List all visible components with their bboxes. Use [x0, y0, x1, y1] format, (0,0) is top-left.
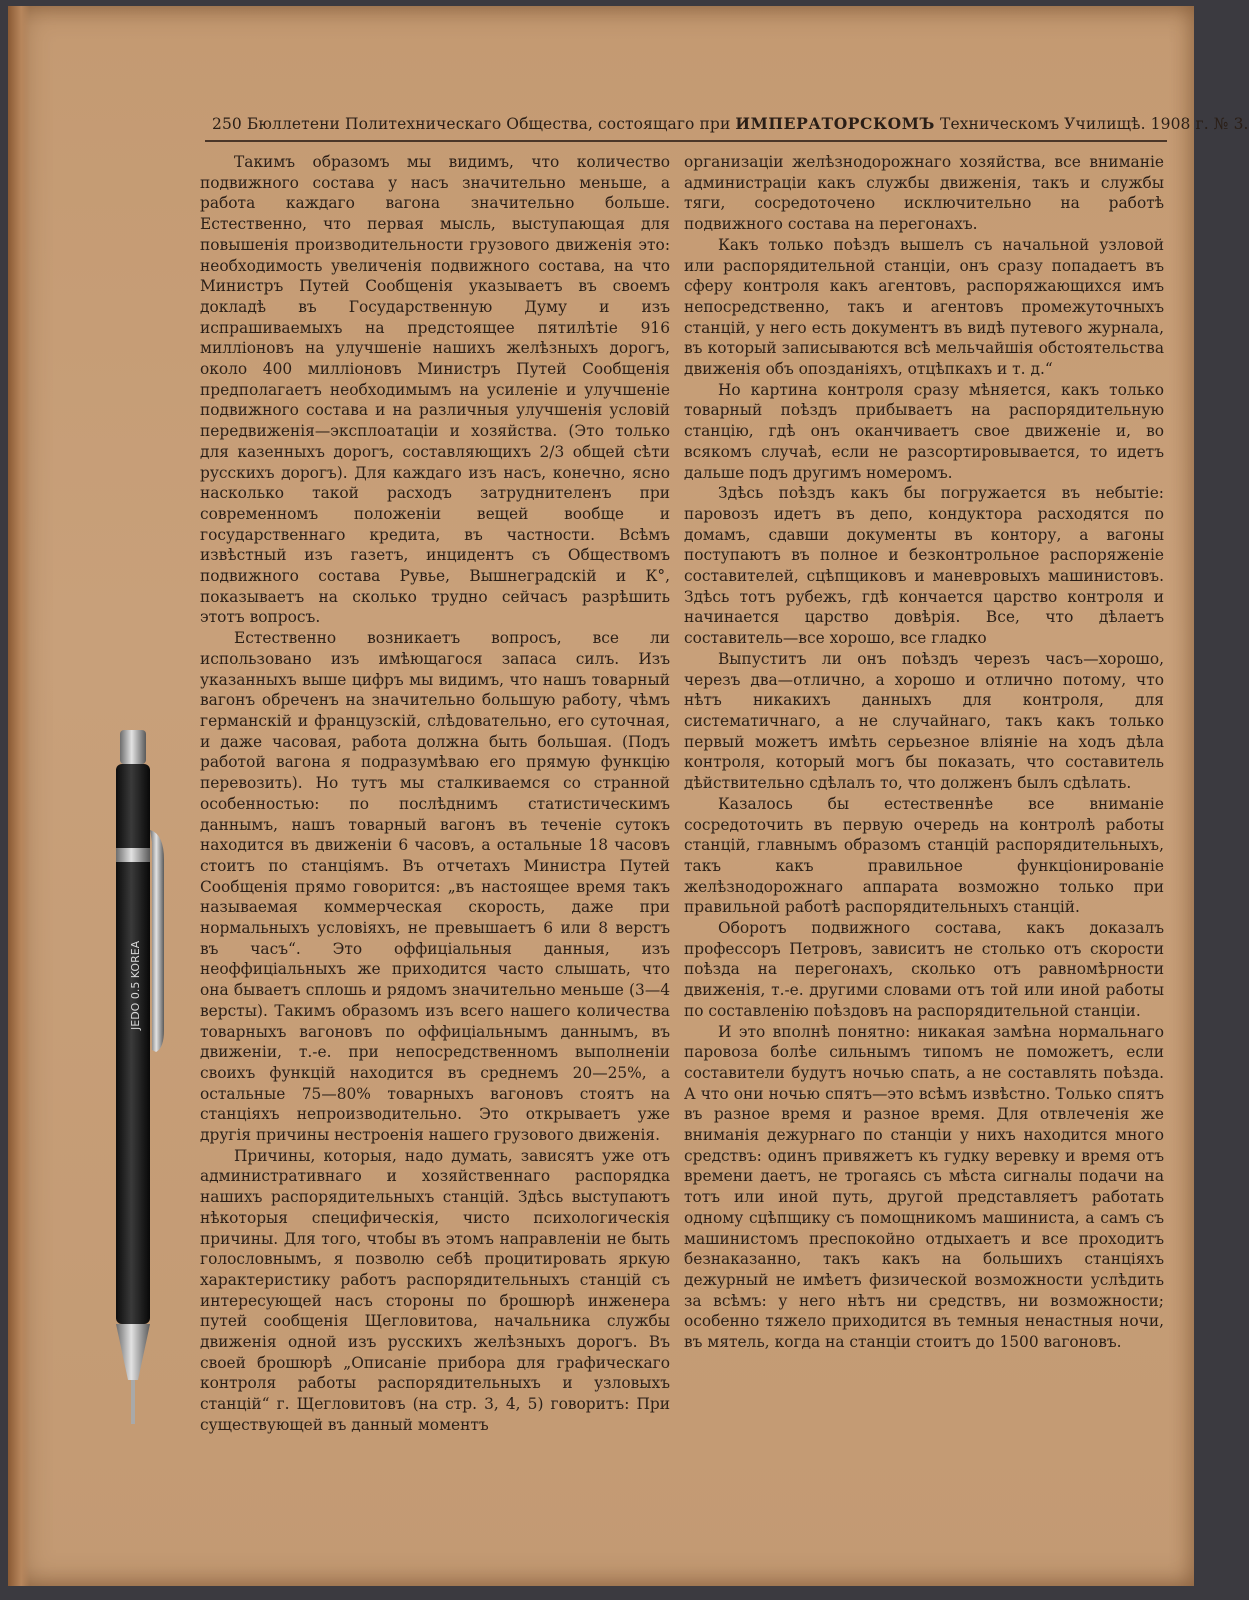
- right-paragraph-4: Здѣсь поѣздъ какъ бы погружается въ небытіе: паровозъ идетъ въ депо, кондуктора расходятся по домамъ, сдавши документы въ контору, а вагоны поступаютъ въ полное и безконтрольное распоряженіе составителей, сцѣпщиковъ и маневровыхъ машинистовъ. Здѣсь тотъ рубежъ, гдѣ кончается царство контроля и начинается царство довѣрія. Все, что дѣлаетъ составитель—все хорошо, все гладко: [684, 484, 1164, 648]
- mechanical-pencil: [106, 730, 166, 1430]
- left-paragraph-2: Естественно возникаетъ вопросъ, все ли использовано изъ имѣющагося запаса силъ. Изъ указанныхъ выше цифръ мы видимъ, что нашъ товарный вагонъ обреченъ на значительно большую работу, чѣмъ германскій и французскій, слѣдовательно, его суточная, и даже часовая, работа должна быть большая. (Подъ работой вагона я подразумѣваю его прямую функцію перевозить). Но тутъ мы сталкиваемся со странной особенностью: по послѣднимъ статистическимъ даннымъ, нашъ товарный вагонъ въ теченіе сутокъ находится въ движеніи 6 часовъ, а остальные 18 часовъ стоитъ по станціямъ. Въ отчетахъ Министра Путей Сообщенія прямо говорится: „въ настоящее время такъ называемая коммерческая скорость, даже при нормальныхъ условіяхъ, не превышаетъ 6 или 8 верстъ въ часъ“. Это оффиціальныя данныя, изъ неоффиціальныхъ же приходится часто слышать, что она бываетъ сплошь и рядомъ значительно меньше (3—4 версты). Такимъ образомъ изъ всего нашего количества товарныхъ вагоновъ по оффиціальнымъ даннымъ, въ движеніи, т.-е. при непосредственномъ выполненіи своихъ функцій находится въ среднемъ 20—25%, а остальные 75—80% товарныхъ вагоновъ стоятъ на станціяхъ непроизводительно. Это открываетъ уже другія причины нестроенія нашего грузового движенія.: [200, 629, 670, 1145]
- right-paragraph-1: организаціи желѣзнодорожнаго хозяйства, все вниманіе администраціи какъ службы движенія, такъ и службы тяги, сосредоточено исключительно на работѣ подвижного состава на перегонахъ.: [684, 153, 1164, 234]
- right-paragraph-2: Какъ только поѣздъ вышелъ съ начальной узловой или распорядительной станціи, онъ сразу попадаетъ въ сферу контроля какъ агентовъ, распоряжающихся имъ непосредственно, такъ и агентовъ промежуточныхъ станцій, у него есть документъ въ видѣ путевого журнала, въ который записываются всѣ мельчайшія обстоятельства движенія объ опозданіяхъ, отцѣпкахъ и т. д.“: [684, 235, 1164, 379]
- pencil-brand-label: JEDO 0.5 KOREA: [129, 940, 142, 1030]
- right-paragraph-3: Но картина контроля сразу мѣняется, какъ только товарный поѣздъ прибываетъ на распорядительную станцію, гдѣ онъ оканчиваетъ свое движеніе и, во всякомъ случаѣ, если не разсортировывается, то идетъ дальше подъ другимъ номеромъ.: [684, 380, 1164, 482]
- header-text-start: Бюллетени Политехническаго Общества, состоящаго при: [246, 115, 731, 133]
- right-paragraph-8: И это вполнѣ понятно: никакая замѣна нормальнаго паровоза болѣе сильнымъ типомъ не поможетъ, если составители будутъ ночью спать, а не составлять поѣзда. А что они ночью спятъ—это всѣмъ извѣстно. Только спятъ въ разное время и разное время. Для отвлеченія же вниманія дежурнаго по станціи у нихъ находится много средствъ: одинъ привяжетъ къ гудку веревку и время отъ времени даетъ, не трогаясь съ мѣста сигналы подачи на тотъ или иной путь, другой представляетъ работать одному сцѣпщику съ помощникомъ машиниста, а самъ съ машинистомъ преспокойно отдыхаетъ и все проходитъ безнаказанно, такъ какъ на большихъ станціяхъ дежурный не имѣетъ физической возможности услѣдить за всѣмъ: у него нѣтъ ни средствъ, ни возможности; особенно тяжело приходится въ темныя ненастныя ночи, въ мятель, когда на станціи стоитъ до 1500 вагоновъ.: [684, 1022, 1164, 1352]
- right-paragraph-7: Оборотъ подвижного состава, какъ доказалъ профессоръ Петровъ, зависитъ не столько отъ скорости поѣзда на перегонахъ, сколько отъ равномѣрности движенія, т.-е. другими словами отъ той или иной работы по составленію поѣздовъ на распорядительной станціи.: [684, 919, 1164, 1020]
- right-column: [684, 152, 1164, 1353]
- pencil-clip: [150, 830, 164, 1052]
- header-text-caps: ИМПЕРАТОРСКОМЪ: [735, 114, 935, 133]
- left-column: [200, 152, 670, 1436]
- right-paragraph-6: Казалось бы естественнѣе все вниманіе сосредоточить въ первую очередь на контролѣ работы станцій, главнымъ образомъ станцій распорядительныхъ, такъ какъ правильное функціонированіе желѣзнодорожнаго аппарата возможно только при правильной работѣ распорядительныхъ станцій.: [684, 794, 1164, 917]
- header-text-end: Техническомъ Училищѣ. 1908 г. № 3.: [940, 115, 1249, 133]
- header-rule: [205, 140, 1167, 142]
- left-paragraph-1: Такимъ образомъ мы видимъ, что количество подвижного состава у насъ значительно меньше, а работа каждаго вагона значительно больше. Естественно, что первая мысль, выступающая для повышенія производительности грузового движенія это: необходимость увеличенія подвижного состава, на что Министръ Путей Сообщенія указываетъ въ своемъ докладѣ въ Государственную Думу и изъ испрашиваемыхъ на предстоящее пятилѣтіе 916 милліоновъ на улучшеніе нашихъ желѣзныхъ дорогъ, около 400 милліоновъ Министръ Путей Сообщенія предполагаетъ необходимымъ на усиленіе и улучшеніе подвижного состава и на различныя улучшенія условій передвиженія—эксплоатаціи и хозяйства. (Это только для казенныхъ дорогъ, составляющихъ 2/3 общей сѣти русскихъ дорогъ). Для каждаго изъ насъ, конечно, ясно насколько такой расходъ затруднителенъ при современномъ положеніи вещей вообще и государственнаго кредита, въ частности. Всѣмъ извѣстный изъ газетъ, инцидентъ съ Обществомъ подвижного состава Рувье, Вышнеградскій и К°, показываетъ на сколько трудно сейчасъ разрѣшить этотъ вопросъ.: [200, 153, 670, 627]
- right-paragraph-5: Выпуститъ ли онъ поѣздъ черезъ часъ—хорошо, черезъ два—отлично, а хорошо и отлично потому, что нѣтъ никакихъ данныхъ для контроля, для систематичнаго, а не случайнаго, такъ какъ только первый можетъ имѣть серьезное вліяніе на ходъ дѣла контроля, который могъ бы показать, что составитель дѣйствительно сдѣлалъ то, что долженъ былъ сдѣлать.: [684, 649, 1164, 793]
- running-header: [212, 114, 1249, 133]
- page-binding-edge: [8, 6, 30, 1586]
- left-paragraph-3: Причины, которыя, надо думать, зависятъ уже отъ административнаго и хозяйственнаго распорядка нашихъ распорядительныхъ станцій. Здѣсь выступаютъ нѣкоторыя специфическія, чисто психологическія причины. Для того, чтобы въ этомъ направленіи не быть голословнымъ, я позволю себѣ процитировать яркую характеристику работъ распорядительныхъ станцій съ интересующей насъ стороны по брошюрѣ инженера путей сообщенія Щегловитова, начальника службы движенія одной изъ русскихъ желѣзныхъ дорогъ. Въ своей брошюрѣ „Описаніе прибора для графическаго контроля работы распорядительныхъ и узловыхъ станцій“ г. Щегловитовъ (на стр. 3, 4, 5) говоритъ: При существующей въ данный моментъ: [200, 1146, 670, 1434]
- pencil-tip-cone: [116, 1324, 150, 1380]
- page-number: 250: [212, 115, 242, 133]
- pencil-eraser-cap: [120, 730, 146, 764]
- pencil-lead-sleeve: [131, 1380, 135, 1424]
- pencil-band: [116, 848, 150, 862]
